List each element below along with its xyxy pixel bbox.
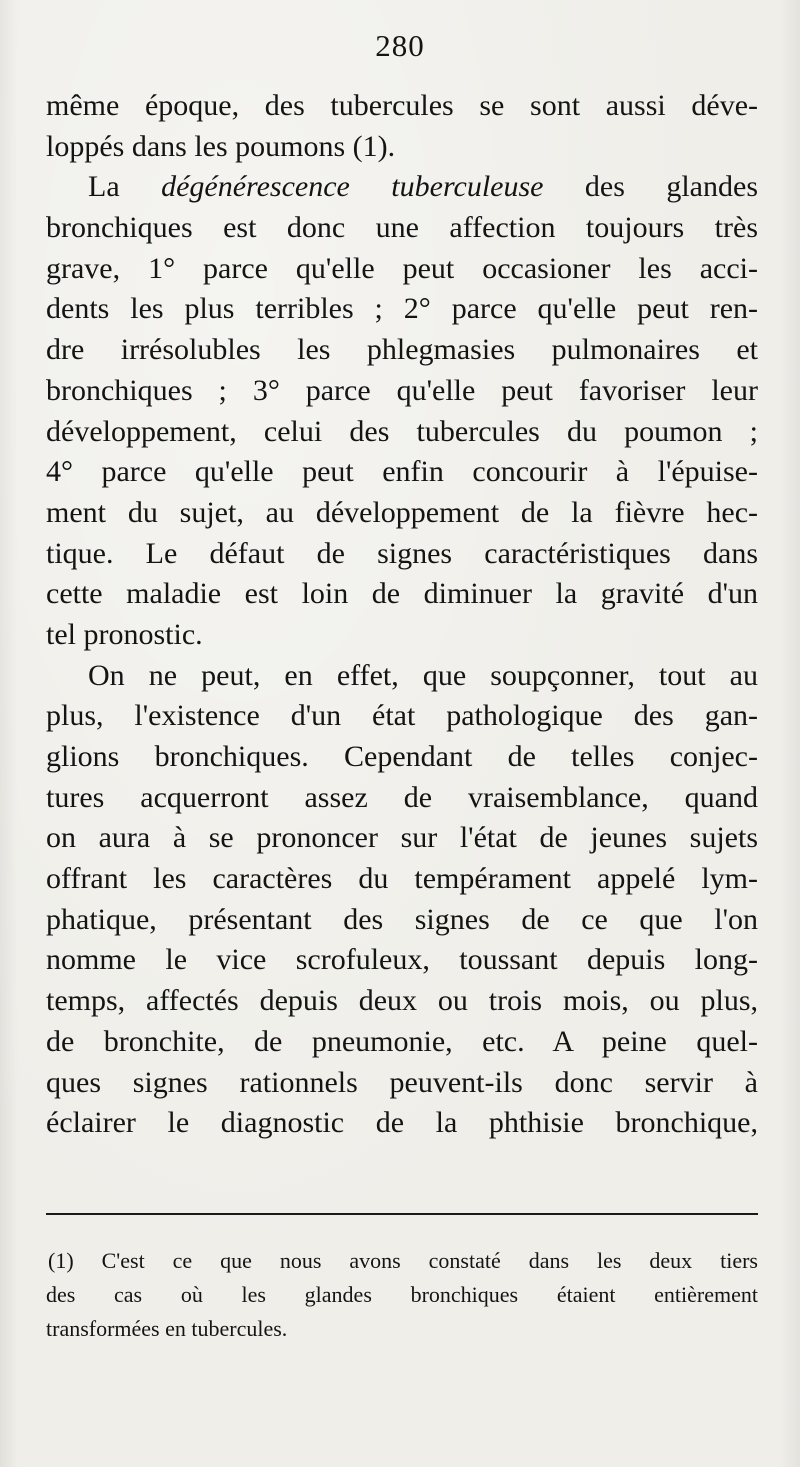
- main-text-block: [46, 86, 758, 1144]
- footnote-separator-rule: [46, 1213, 758, 1215]
- page-number: 280: [375, 28, 425, 63]
- text-fragment: La: [88, 170, 162, 204]
- text-line: tique. Le défaut de signes caractéristiques dans: [46, 536, 758, 570]
- text-line: plus, l'existence d'un état pathologique des gan-: [46, 699, 758, 733]
- text-line: ques signes rationnels peuvent-ils donc servir à: [46, 1065, 758, 1099]
- footnote-line: des cas où les glandes bronchiques étaient entièrement: [46, 1282, 758, 1307]
- text-line: temps, affectés depuis deux ou trois mois, ou plus,: [46, 984, 758, 1018]
- text-line: même époque, des tubercules se sont aussi déve-: [46, 89, 758, 122]
- text-line: loppés dans les poumons (1).: [46, 129, 396, 163]
- footnote-line: (1) C'est ce que nous avons constaté dans les deux tiers: [48, 1248, 758, 1273]
- text-line: de bronchite, de pneumonie, etc. A peine quel-: [46, 1024, 758, 1058]
- text-fragment: des glandes: [543, 170, 758, 204]
- text-line: dre irrésolubles les phlegmasies pulmonaires et: [46, 333, 758, 367]
- text-line: dents les plus terribles ; 2° parce qu'elle peut ren-: [46, 292, 758, 326]
- text-line: tel pronostic.: [46, 617, 203, 651]
- text-line: nomme le vice scrofuleux, toussant depuis long-: [46, 943, 758, 977]
- text-line-italic-phrase: [46, 167, 758, 208]
- text-line: cette maladie est loin de diminuer la gravité d'un: [46, 577, 758, 611]
- text-line: éclairer le diagnostic de la phthisie bronchique,: [46, 1106, 758, 1140]
- text-line: glions bronchiques. Cependant de telles conjec-: [46, 740, 758, 773]
- text-line: développement, celui des tubercules du poumon ;: [46, 414, 758, 448]
- italic-term: dégénérescence tuberculeuse: [161, 170, 544, 204]
- text-line: 4° parce qu'elle peut enfin concourir à l'épuise-: [46, 455, 758, 489]
- text-line: grave, 1° parce qu'elle peut occasioner les acci-: [46, 251, 758, 285]
- text-line: phatique, présentant des signes de ce que l'on: [46, 902, 758, 936]
- footnote-block: [46, 1244, 758, 1346]
- text-line: on aura à se prononcer sur l'état de jeunes sujets: [46, 821, 758, 855]
- text-line: ment du sujet, au développement de la fièvre hec-: [46, 495, 758, 529]
- text-line: offrant les caractères du tempérament appelé lym-: [46, 862, 758, 896]
- text-line: bronchiques est donc une affection toujours très: [46, 211, 758, 245]
- text-line: tures acquerront assez de vraisemblance, quand: [46, 780, 758, 814]
- text-line: On ne peut, en effet, que soupçonner, tout au: [88, 658, 758, 692]
- text-line: bronchiques ; 3° parce qu'elle peut favoriser leur: [46, 373, 758, 407]
- footnote-line: transformées en tubercules.: [46, 1316, 288, 1341]
